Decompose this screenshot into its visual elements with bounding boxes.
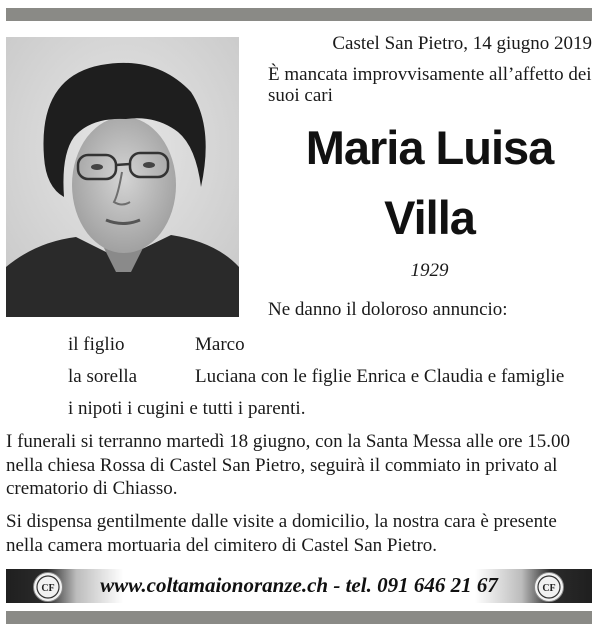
logo-text: CF bbox=[41, 583, 55, 594]
dateline: Castel San Pietro, 14 giugno 2019 bbox=[332, 33, 592, 54]
relation-label: la sorella bbox=[68, 366, 138, 387]
announcement-line: Ne danno il doloroso annuncio: bbox=[268, 299, 508, 320]
deceased-first-names: Maria Luisa bbox=[305, 121, 554, 174]
footer-contact: www.coltamaionoranze.ch - tel. 091 646 21 67 bbox=[100, 573, 498, 597]
relative-names: Marco bbox=[195, 334, 245, 355]
portrait-photo bbox=[6, 37, 239, 317]
logo-text: CF bbox=[542, 583, 556, 594]
footer-band bbox=[6, 569, 592, 603]
relation-label: il figlio bbox=[68, 334, 125, 355]
visits-paragraph: Si dispensa gentilmente dalle visite a domicilio, la nostra cara è presente nella camera mortuaria del cimitero di Castel San Pietro. bbox=[6, 511, 557, 556]
top-bar bbox=[6, 8, 592, 21]
intro-text: È mancata improvvisamente all’affetto dei suoi cari bbox=[268, 64, 592, 106]
funeral-home-logo-icon bbox=[534, 572, 564, 602]
relative-names: Luciana con le figlie Enrica e Claudia e famiglie bbox=[195, 366, 565, 387]
other-relatives: i nipoti i cugini e tutti i parenti. bbox=[68, 398, 306, 419]
birth-year: 1929 bbox=[410, 260, 449, 281]
deceased-surname: Villa bbox=[384, 191, 475, 244]
funeral-paragraph: I funerali si terranno martedì 18 giugno, con la Santa Messa alle ore 15.00 nella chiesa Rossa di Castel San Pietro, seguirà il commiato in privato al crematorio di Chiasso. bbox=[6, 431, 571, 499]
bottom-bar bbox=[6, 611, 592, 624]
